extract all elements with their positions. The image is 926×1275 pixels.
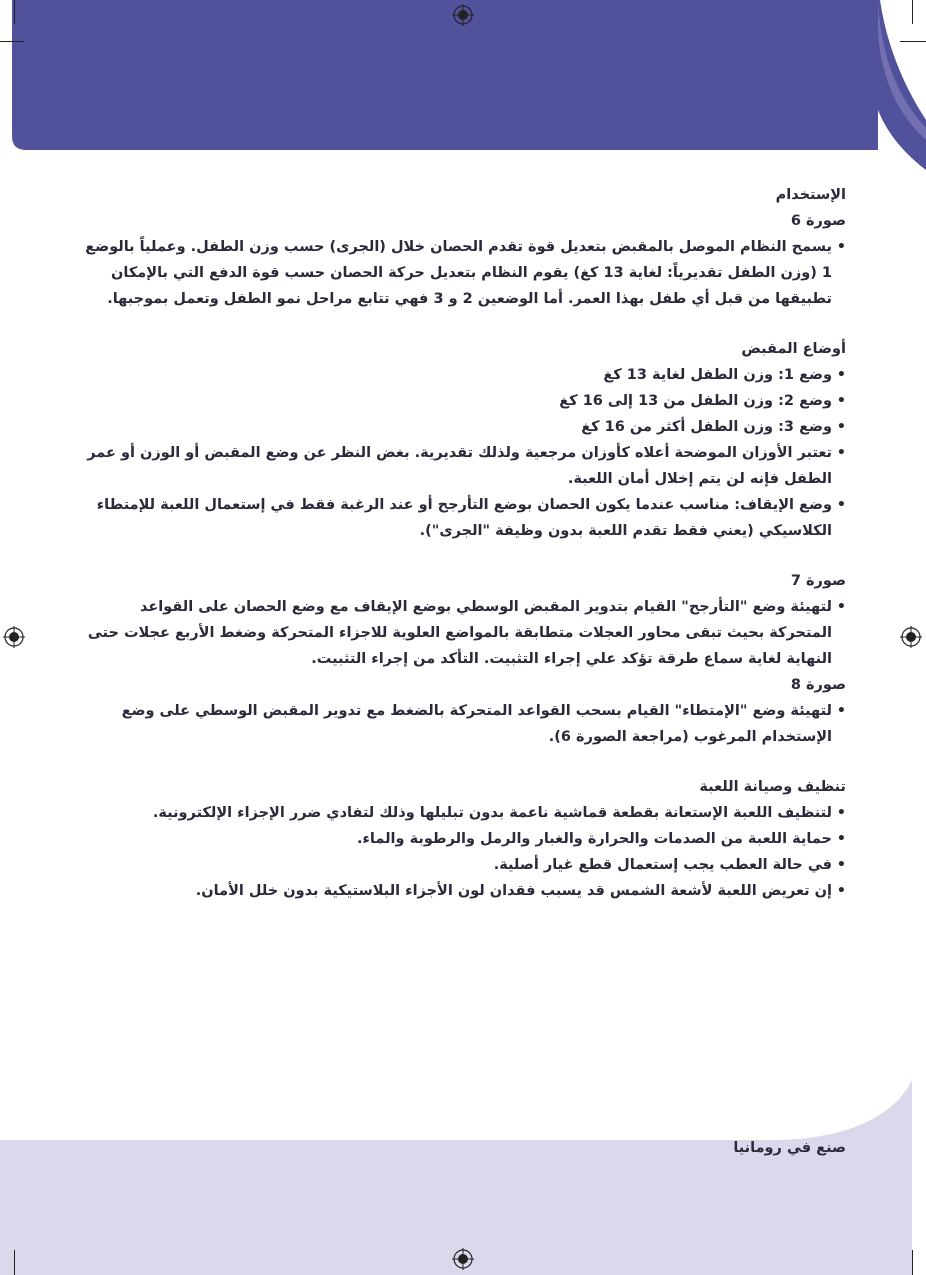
crop-mark xyxy=(900,41,926,42)
list-item: • في حالة العطب يجب إستعمال قطع غيار أصلية. xyxy=(76,852,846,878)
list-item: • لتهيئة وضع "التأرجح" القيام بتدوير المقبض الوسطي بوضع الإيقاف مع وضع الحصان على القواعد المتحركة بحيث تبقى محاور العجلات متطابقة بالمواضع العلوية للاجزاء المتحركة وضغط الأربع عجلات حتى النهاية لغاية سماع طرقة تؤكد علي إجراء التثبيت. التأكد من إجراء التثبيت. xyxy=(76,594,846,672)
crop-mark xyxy=(912,1250,913,1275)
usage-section xyxy=(76,182,846,312)
usage-title: الإستخدام xyxy=(775,187,846,203)
list-item: • إن تعريض اللعبة لأشعة الشمس قد يسبب فقدان لون الأجزاء البلاستيكية بدون خلل الأمان. xyxy=(76,878,846,904)
list-item: • لتهيئة وضع "الإمتطاء" القيام بسحب القواعد المتحركة بالضغط مع تدوير المقبض الوسطي على وضع الإستخدام المرغوب (مراجعة الصورة 6). xyxy=(76,698,846,750)
care-section xyxy=(76,774,846,904)
list-item: • حماية اللعبة من الصدمات والحرارة والغبار والرمل والرطوبة والماء. xyxy=(76,826,846,852)
made-in-label: صنع في رومانيا xyxy=(733,1140,846,1156)
figure6-list xyxy=(76,234,846,312)
crop-mark xyxy=(14,0,15,24)
figure8-label: صورة 8 xyxy=(790,677,846,693)
crop-mark xyxy=(912,0,913,24)
list-item: • تعتبر الأوزان الموضحة أعلاه كأوزان مرجعية ولذلك تقديرية. بغض النظر عن وضع المقبض أو الوزن أو عمر الطفل فإنه لن يتم إخلال أمان اللعبة. xyxy=(76,440,846,492)
registration-mark-icon xyxy=(3,626,25,648)
list-item: • وضع 1: وزن الطفل لغاية 13 كغ xyxy=(76,362,846,388)
crop-mark xyxy=(14,1250,15,1275)
handle-positions-list xyxy=(76,362,846,544)
figures-section xyxy=(76,568,846,750)
registration-mark-icon xyxy=(900,626,922,648)
care-list xyxy=(76,800,846,904)
manual-content xyxy=(76,182,846,928)
list-item: • لتنظيف اللعبة الإستعانة بقطعة قماشية ناعمة بدون تبليلها وذلك لتفادي ضرر الإجزاء الإلكترونية. xyxy=(76,800,846,826)
figure8-list xyxy=(76,698,846,750)
figure7-label: صورة 7 xyxy=(790,573,846,589)
registration-mark-icon xyxy=(452,4,474,26)
footer-band xyxy=(0,1080,926,1275)
crop-mark xyxy=(0,41,24,42)
figure6-label: صورة 6 xyxy=(790,213,846,229)
list-item: • يسمح النظام الموصل بالمقبض بتعديل قوة تقدم الحصان خلال (الجرى) حسب وزن الطفل. وعملياً بالوضع 1 (وزن الطفل تقديرياً: لغاية 13 كغ) يقوم النظام بتعديل حركة الحصان حسب قوة الدفع التي بالإمكان تطبيقها من قبل أي طفل بهذا العمر. أما الوضعين 2 و 3 فهي تتابع مراحل نمو الطفل وتعمل بموجبها. xyxy=(76,234,846,312)
list-item: • وضع 3: وزن الطفل أكثر من 16 كغ xyxy=(76,414,846,440)
list-item: • وضع الإيقاف: مناسب عندما يكون الحصان بوضع التأرجح أو عند الرغبة فقط في إستعمال اللعبة للإمتطاء الكلاسيكي (يعني فقط تقدم اللعبة بدون وظيفة "الجرى"). xyxy=(76,492,846,544)
registration-mark-icon xyxy=(452,1248,474,1270)
handle-positions-section xyxy=(76,336,846,544)
list-item: • وضع 2: وزن الطفل من 13 إلى 16 كغ xyxy=(76,388,846,414)
handle-positions-title: أوضاع المقبض xyxy=(741,341,846,357)
figure7-list xyxy=(76,594,846,672)
care-title: تنظيف وصيانة اللعبة xyxy=(699,779,846,795)
